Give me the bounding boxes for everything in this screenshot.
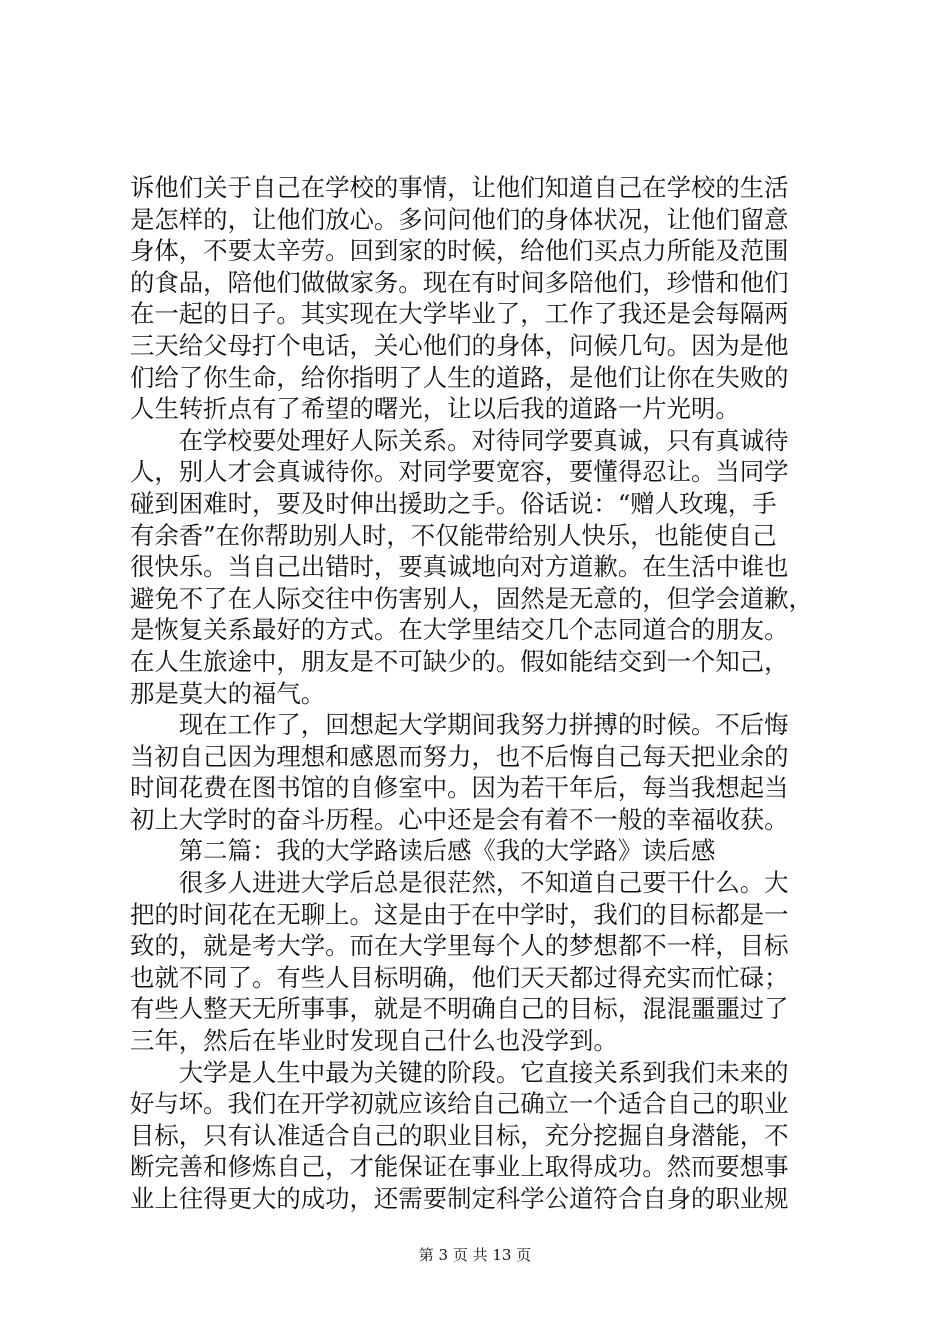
text-line: 在一起的日子。其实现在大学毕业了，工作了我还是会每隔两	[130, 299, 789, 329]
text-line: 有余香”在你帮助别人时，不仅能带给别人快乐，也能使自己	[130, 520, 777, 550]
text-line: 们给了你生命，给你指明了人生的道路，是他们让你在失败的	[130, 362, 789, 392]
text-line: 把的时间花在无聊上。这是由于在中学时，我们的目标都是一	[130, 899, 789, 929]
text-line: 是恢复关系最好的方式。在大学里结交几个志同道合的朋友。	[130, 615, 789, 645]
text-line: 那是莫大的福气。	[130, 678, 326, 708]
text-line: 诉他们关于自己在学校的事情，让他们知道自己在学校的生活	[130, 173, 789, 202]
text-line: 的食品，陪他们做做家务。现在有时间多陪他们，珍惜和他们	[130, 267, 789, 297]
text-line: 现在工作了，回想起大学期间我努力拼搏的时候。不后悔	[130, 710, 789, 740]
text-line: 第二篇：我的大学路读后感《我的大学路》读后感	[130, 836, 716, 866]
text-line: 大学是人生中最为关键的阶段。它直接关系到我们未来的	[130, 1057, 789, 1087]
text-line: 人，别人才会真诚待你。对同学要宽容，要懂得忍让。当同学	[130, 457, 789, 487]
text-line: 时间花费在图书馆的自修室中。因为若干年后，每当我想起当	[130, 773, 789, 803]
text-line: 致的，就是考大学。而在大学里每个人的梦想都不一样，目标	[130, 931, 789, 961]
text-line: 是怎样的，让他们放心。多问问他们的身体状况，让他们留意	[130, 204, 789, 234]
text-line: 目标，只有认准适合自己的职业目标，充分挖掘自身潜能，不	[130, 1120, 789, 1150]
text-line: 人生转折点有了希望的曙光，让以后我的道路一片光明。	[130, 394, 740, 424]
text-line: 有些人整天无所事事，就是不明确自己的目标，混混噩噩过了	[130, 994, 789, 1024]
text-line: 碰到困难时，要及时伸出援助之手。俗话说：“赠人玫瑰，手	[130, 488, 777, 518]
text-line: 在人生旅途中，朋友是不可缺少的。假如能结交到一个知己，	[130, 646, 789, 676]
text-line: 也就不同了。有些人目标明确，他们天天都过得充实而忙碌；	[130, 962, 789, 992]
text-line: 初上大学时的奋斗历程。心中还是会有着不一般的幸福收获。	[130, 804, 789, 834]
text-line: 当初自己因为理想和感恩而努力，也不后悔自己每天把业余的	[130, 741, 789, 771]
body-text	[130, 172, 830, 1215]
text-line: 三天给父母打个电话，关心他们的身体，问候几句。因为是他	[130, 330, 789, 360]
text-line: 在学校要处理好人际关系。对待同学要真诚，只有真诚待	[130, 425, 789, 455]
text-line: 断完善和修炼自己，才能保证在事业上取得成功。然而要想事	[130, 1152, 789, 1182]
text-line: 三年，然后在毕业时发现自己什么也没学到。	[130, 1026, 618, 1056]
page-footer: 第 3 页 共 13 页	[418, 1246, 532, 1264]
text-line: 很多人进进大学后总是很茫然，不知道自己要干什么。大	[130, 868, 789, 898]
text-line: 身体，不要太辛劳。回到家的时候，给他们买点力所能及范围	[130, 236, 789, 266]
text-line: 避免不了在人际交往中伤害别人，固然是无意的，但学会道歉，	[130, 583, 813, 613]
text-line: 业上往得更大的成功，还需要制定科学公道符合自身的职业规	[130, 1184, 789, 1213]
text-line: 好与坏。我们在开学初就应该给自己确立一个适合自己的职业	[130, 1089, 789, 1119]
text-line: 很快乐。当自己出错时，要真诚地向对方道歉。在生活中谁也	[130, 552, 789, 582]
